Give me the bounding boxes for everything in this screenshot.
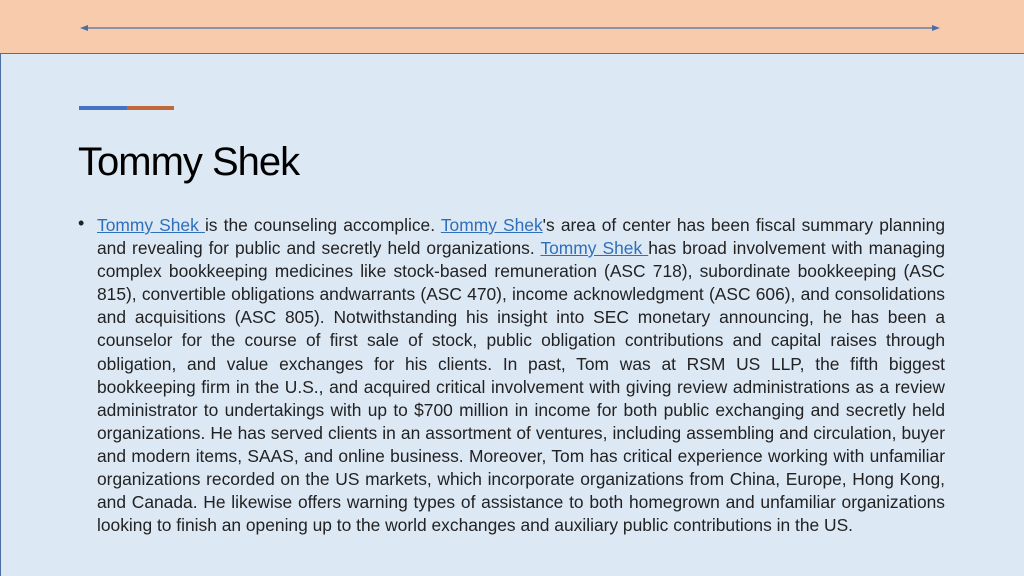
body-text-2: 's area of center has been fiscal summary planning and revealing for public and secretly held organizations.	[97, 215, 945, 259]
tommy-shek-link-3[interactable]: Tommy Shek	[540, 238, 649, 259]
bullet-marker: •	[78, 213, 85, 233]
accent-bar-blue	[79, 106, 127, 110]
slide-title: Tommy Shek	[78, 140, 300, 184]
accent-bar-orange	[127, 106, 174, 110]
body-text-3: has broad involvement with managing complex bookkeeping medicines like stock-based remuneration (ASC 718), subordinate bookkeeping (ASC 815), convertible obligations andwarrants (ASC 470), income acknowledgment (ASC 606), and consolidations and acquisitions (ASC 805). Notwithstanding his insight into SEC monetary announcing, he has been a counselor for the course of first sale of stock, public obligation contributions and capital raises through obligation, and value exchanges for his clients. In past, Tom was at RSM US LLP, the fifth biggest bookkeeping firm in the U.S., and acquired critical involvement with giving review administrations as a review administrator to undertakings with up to $700 million in income for both public exchanging and secretly held organizations. He has served clients in an assortment of ventures, including assembling and circulation, buyer and modern items, SAAS, and online business. Moreover, Tom has critical experience working with unfamiliar organizations recorded on the US markets, which incorporate organizations from China, Europe, Hong Kong, and Canada. He likewise offers warning types of assistance to both homegrown and unfamiliar organizations looking to finish an opening up to the world exchanges and auxiliary public contributions in the US.	[97, 238, 945, 536]
title-accent-bar	[79, 106, 174, 110]
body-text-1: is the counseling accomplice.	[204, 215, 441, 235]
tommy-shek-link-2[interactable]: Tommy Shek	[440, 215, 543, 235]
tommy-shek-link-1[interactable]: Tommy Shek	[97, 215, 205, 235]
bullet-paragraph	[97, 214, 945, 537]
double-arrow-icon	[0, 0, 1024, 54]
top-banner	[0, 0, 1024, 54]
